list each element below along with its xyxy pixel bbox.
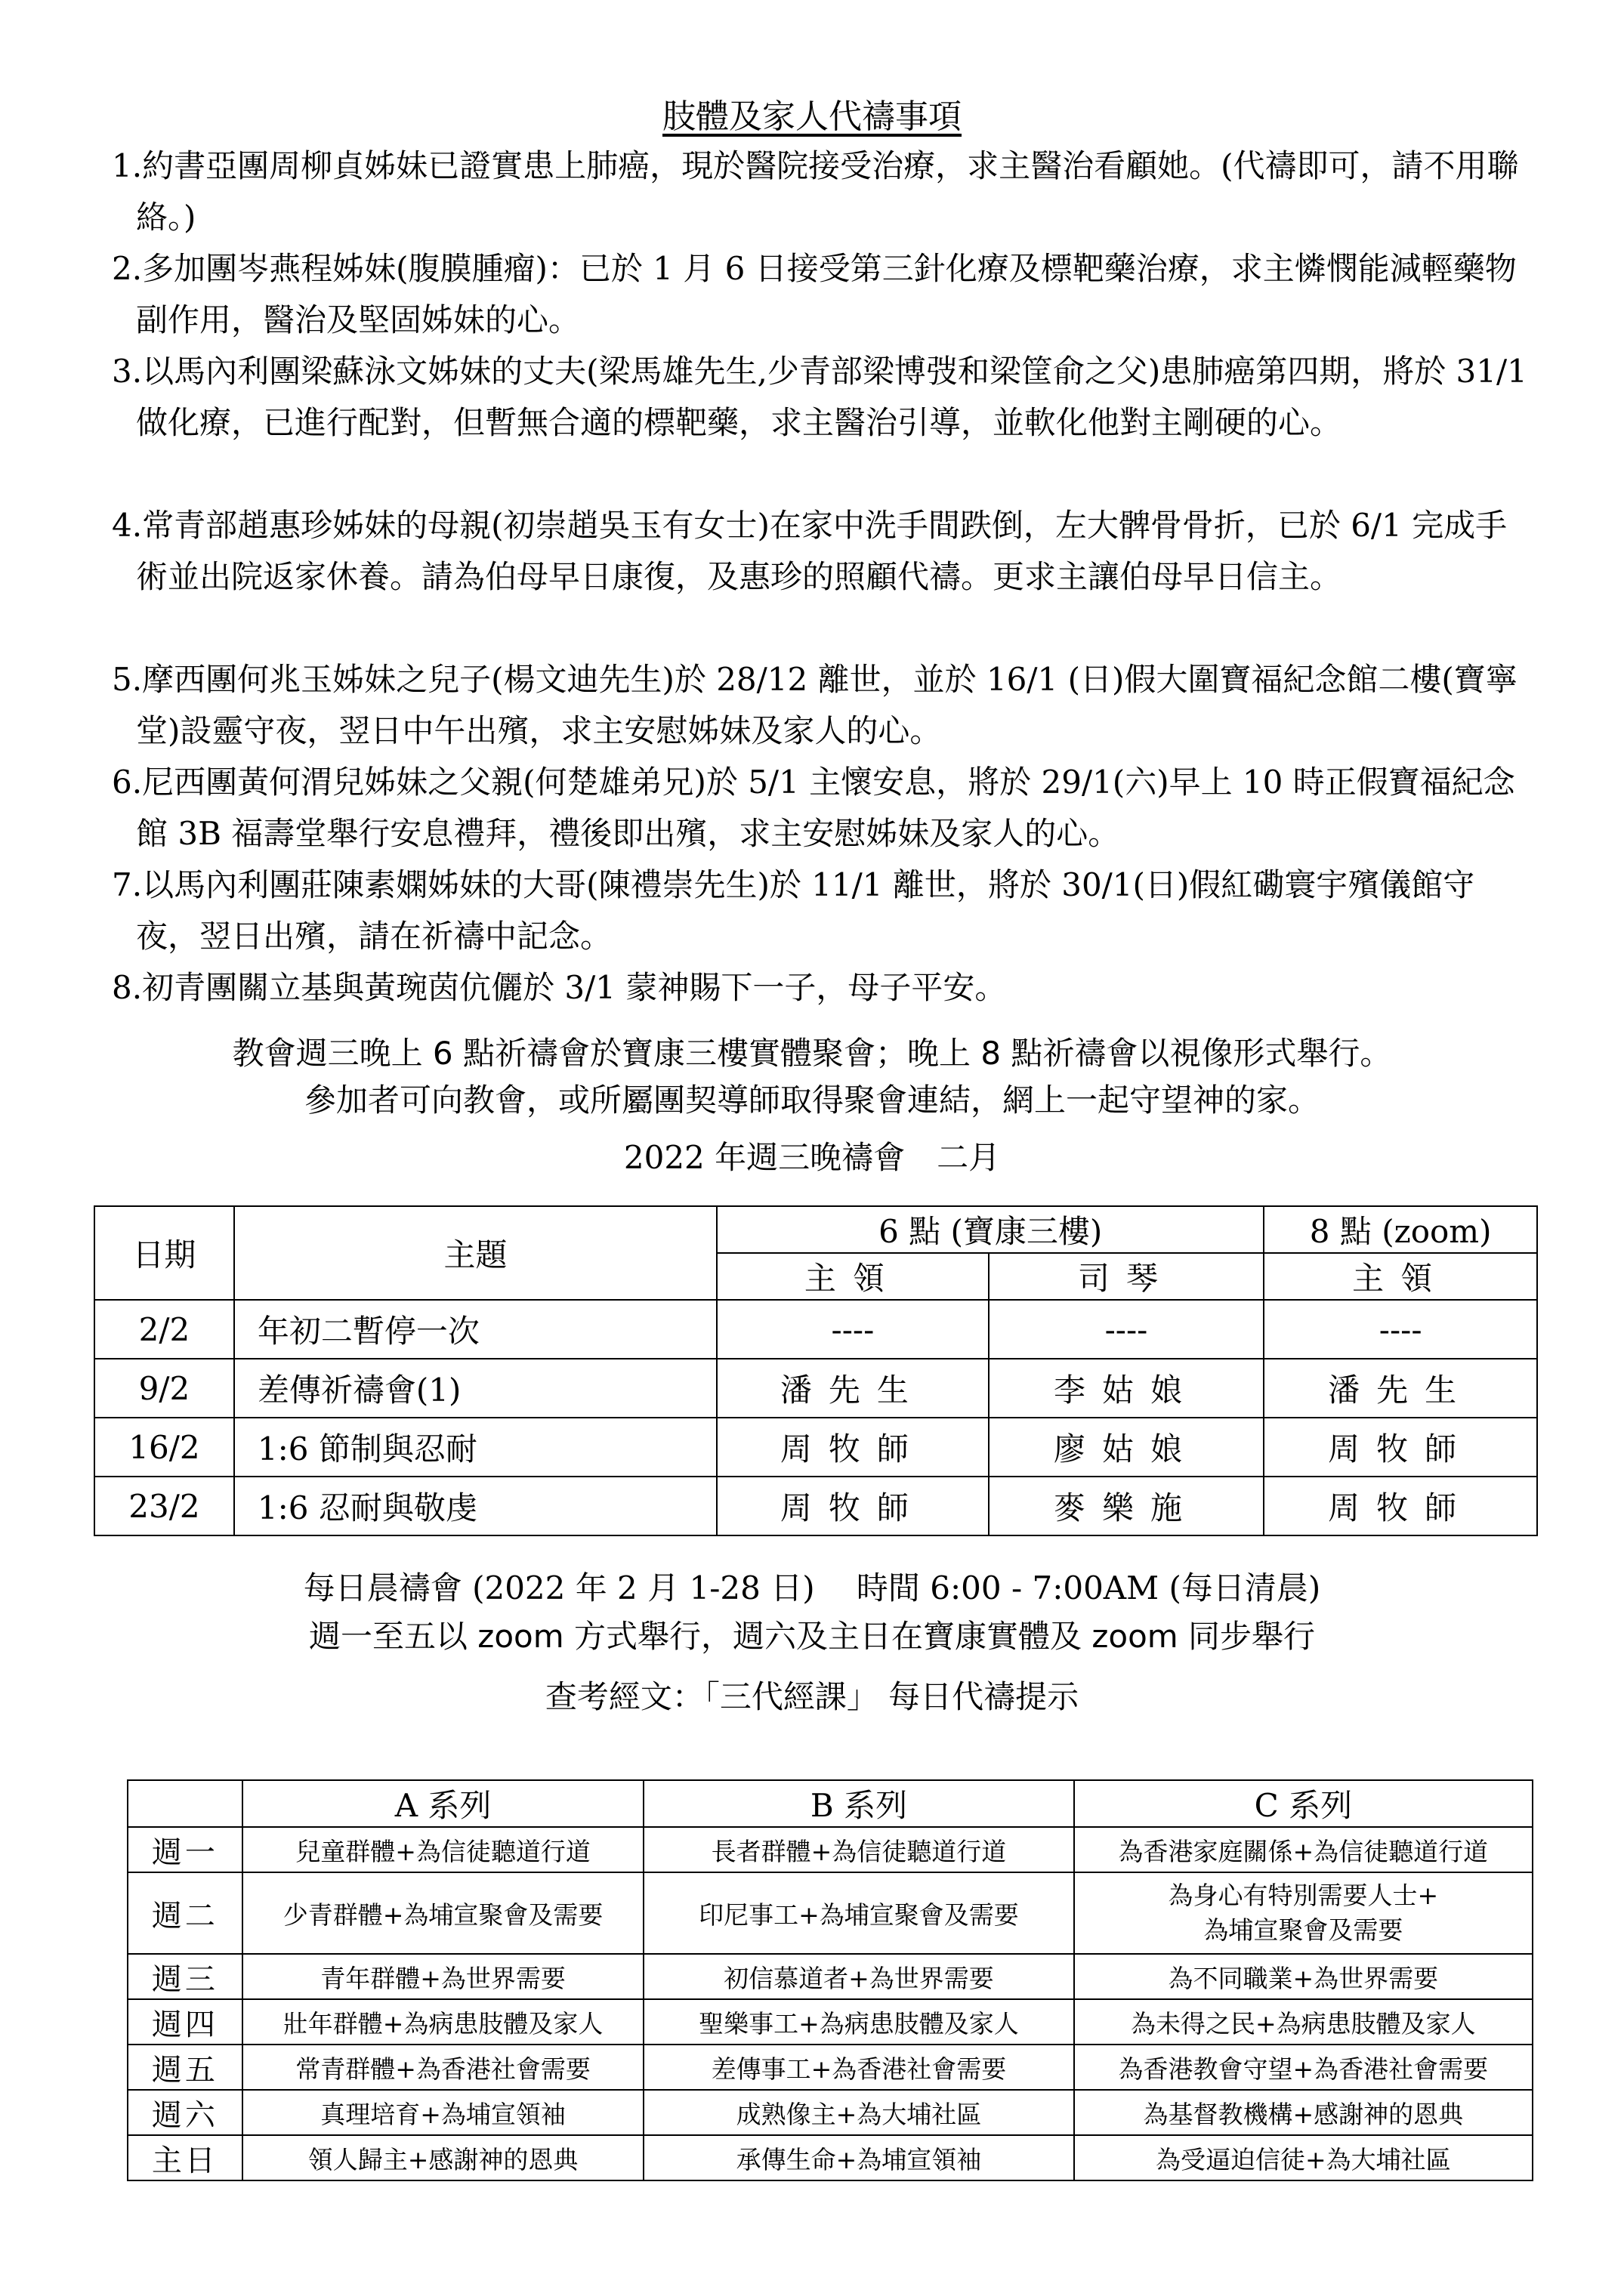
row-series-c: 為香港家庭關係+為信徒聽道行道: [1074, 1827, 1533, 1872]
row-series-b: 聖樂事工+為病患肢體及家人: [644, 1999, 1073, 2045]
prayer-request-7: [112, 859, 1532, 962]
header-series-b: B 系列: [644, 1780, 1073, 1827]
request-number: 3.: [112, 353, 143, 390]
header-topic: 主題: [234, 1206, 717, 1300]
morning-prayer-line3: 查考經文：「三代經課」 每日代禱提示: [545, 1678, 1079, 1715]
table-row: [128, 1827, 1533, 1872]
table-row: [94, 1477, 1537, 1535]
request-number: 6.: [112, 764, 143, 801]
prayer-request-6: [112, 757, 1532, 859]
request-text: 常青部趙惠珍姊妹的母親(初崇趙吳玉有女士)在家中洗手間跌倒，左大髀骨骨折，已於 6/1 完成手術並出院返家休養。請為伯母早日康復，及惠珍的照顧代禱。更求主讓伯母早日信主。: [136, 507, 1508, 595]
row-leader: ----: [717, 1300, 989, 1359]
header-series-c: C 系列: [1074, 1780, 1533, 1827]
table-row: [128, 1872, 1533, 1954]
header-leader-zoom: 主領: [1264, 1253, 1537, 1300]
row-topic: 年初二暫停一次: [234, 1300, 717, 1359]
row-pianist: 李姑娘: [989, 1359, 1264, 1418]
row-pianist: 麥樂施: [989, 1477, 1264, 1535]
request-number: 5.: [112, 661, 143, 698]
row-series-c: 為受逼迫信徒+為大埔社區: [1074, 2135, 1533, 2180]
row-series-c: 為身心有特別需要人士+ 為埔宣聚會及需要: [1074, 1872, 1533, 1954]
row-series-a: 少青群體+為埔宣聚會及需要: [242, 1872, 644, 1954]
request-text: 摩西團何兆玉姊妹之兒子(楊文迪先生)於 28/12 離世，並於 16/1 (日)假大圍寶福紀念館二樓(寶寧堂)設靈守夜，翌日中午出殯，求主安慰姊妹及家人的心。: [136, 661, 1517, 749]
morning-prayer-line1: 每日晨禱會 (2022 年 2 月 1-28 日) 時間 6:00 - 7:00AM (每日清晨): [303, 1569, 1321, 1606]
prayer-request-5: [112, 654, 1532, 757]
header-leader: 主領: [717, 1253, 989, 1300]
request-text: 初青團關立基與黃琬茵伉儷於 3/1 蒙神賜下一子，母子平安。: [142, 969, 1007, 1006]
table-row: [128, 2045, 1533, 2090]
row-pianist: 廖姑娘: [989, 1418, 1264, 1477]
table-row: [128, 2135, 1533, 2180]
row-day: 週六: [128, 2090, 242, 2135]
wednesday-notice-line2: 參加者可向教會，或所屬團契導師取得聚會連結，網上一起守望神的家。: [304, 1082, 1320, 1119]
row-zoom-leader: 周牧師: [1264, 1477, 1537, 1535]
row-topic: 1:6 忍耐與敬虔: [234, 1477, 717, 1535]
row-zoom-leader: 周牧師: [1264, 1418, 1537, 1477]
header-pianist: 司琴: [989, 1253, 1264, 1300]
row-series-a: 領人歸主+感謝神的恩典: [242, 2135, 644, 2180]
prayer-request-3: [112, 346, 1532, 449]
row-day: 週四: [128, 1999, 242, 2045]
table-row: [94, 1418, 1537, 1477]
request-number: 7.: [112, 866, 143, 903]
row-series-c: 為香港教會守望+為香港社會需要: [1074, 2045, 1533, 2090]
prayer-request-4: [112, 500, 1532, 603]
request-text: 以馬內利團梁蘇泳文姊妹的丈夫(梁馬雄先生,少青部梁博弢和梁筐俞之父)患肺癌第四期，將於 31/1 做化療，已進行配對，但暫無合適的標靶藥，求主醫治引導，並軟化他對主剛硬的心。: [136, 353, 1527, 441]
row-series-c: 為未得之民+為病患肢體及家人: [1074, 1999, 1533, 2045]
row-day: 週一: [128, 1827, 242, 1872]
row-date: 2/2: [94, 1300, 234, 1359]
row-leader: 周牧師: [717, 1477, 989, 1535]
row-day: 主日: [128, 2135, 242, 2180]
request-number: 8.: [112, 969, 143, 1006]
row-series-a: 兒童群體+為信徒聽道行道: [242, 1827, 644, 1872]
row-zoom-leader: ----: [1264, 1300, 1537, 1359]
row-day: 週三: [128, 1954, 242, 1999]
table-row: [128, 1954, 1533, 1999]
header-blank: [128, 1780, 242, 1827]
wednesday-table-caption: 2022 年週三晚禱會 二月: [623, 1139, 1001, 1176]
wednesday-prayer-table: [94, 1205, 1538, 1536]
wednesday-notice-line1: 教會週三晚上 6 點祈禱會於寶康三樓實體聚會；晚上 8 點祈禱會以視像形式舉行。: [232, 1035, 1392, 1072]
request-number: 1.: [112, 147, 143, 184]
row-date: 16/2: [94, 1418, 234, 1477]
row-series-a: 壯年群體+為病患肢體及家人: [242, 1999, 644, 2045]
header-8pm: 8 點 (zoom): [1264, 1206, 1537, 1253]
row-series-a: 常青群體+為香港社會需要: [242, 2045, 644, 2090]
row-series-c: 為不同職業+為世界需要: [1074, 1954, 1533, 1999]
table-row: [128, 2090, 1533, 2135]
request-number: 4.: [112, 507, 143, 544]
row-series-b: 成熟像主+為大埔社區: [644, 2090, 1073, 2135]
request-text: 以馬內利團莊陳素嫻姊妹的大哥(陳禮崇先生)於 11/1 離世，將於 30/1(日)假紅磡寰宇殯儀館守夜，翌日出殯，請在祈禱中記念。: [136, 866, 1475, 955]
daily-prayer-table: [127, 1779, 1533, 2181]
request-text: 約書亞團周柳貞姊妹已證實患上肺癌，現於醫院接受治療，求主醫治看顧她。(代禱即可，請不用聯絡。): [136, 147, 1519, 236]
row-series-b: 承傳生命+為埔宣領袖: [644, 2135, 1073, 2180]
row-leader: 周牧師: [717, 1418, 989, 1477]
row-series-c: 為基督教機構+感謝神的恩典: [1074, 2090, 1533, 2135]
header-6pm: 6 點 (寶康三樓): [717, 1206, 1264, 1253]
prayer-request-8: [112, 962, 1532, 1014]
request-text: 尼西團黃何渭兒姊妹之父親(何楚雄弟兄)於 5/1 主懷安息，將於 29/1(六)早上 10 時正假寶福紀念館 3B 福壽堂舉行安息禮拜，禮後即出殯，求主安慰姊妹及家人的心。: [136, 764, 1515, 852]
row-series-b: 長者群體+為信徒聽道行道: [644, 1827, 1073, 1872]
row-date: 9/2: [94, 1359, 234, 1418]
row-series-b: 差傳事工+為香港社會需要: [644, 2045, 1073, 2090]
prayer-request-1: [112, 140, 1532, 243]
row-zoom-leader: 潘先生: [1264, 1359, 1537, 1418]
row-series-b: 印尼事工+為埔宣聚會及需要: [644, 1872, 1073, 1954]
row-topic: 1:6 節制與忍耐: [234, 1418, 717, 1477]
header-series-a: A 系列: [242, 1780, 644, 1827]
row-day: 週五: [128, 2045, 242, 2090]
row-date: 23/2: [94, 1477, 234, 1535]
request-number: 2.: [112, 250, 143, 287]
row-pianist: ----: [989, 1300, 1264, 1359]
request-text: 多加團岑燕程姊妹(腹膜腫瘤)：已於 1 月 6 日接受第三針化療及標靶藥治療，求主憐憫能減輕藥物副作用，醫治及堅固姊妹的心。: [136, 250, 1517, 338]
page-title: 肢體及家人代禱事項: [662, 97, 962, 136]
row-series-a: 真理培育+為埔宣領袖: [242, 2090, 644, 2135]
table-row: [128, 1999, 1533, 2045]
prayer-request-2: [112, 243, 1532, 346]
morning-prayer-line2: 週一至五以 zoom 方式舉行，週六及主日在寶康實體及 zoom 同步舉行: [308, 1618, 1316, 1655]
row-topic: 差傳祈禱會(1): [234, 1359, 717, 1418]
header-date: 日期: [94, 1206, 234, 1300]
row-leader: 潘先生: [717, 1359, 989, 1418]
row-series-a: 青年群體+為世界需要: [242, 1954, 644, 1999]
row-series-b: 初信慕道者+為世界需要: [644, 1954, 1073, 1999]
table-row: [94, 1359, 1537, 1418]
row-day: 週二: [128, 1872, 242, 1954]
table-row: [94, 1300, 1537, 1359]
